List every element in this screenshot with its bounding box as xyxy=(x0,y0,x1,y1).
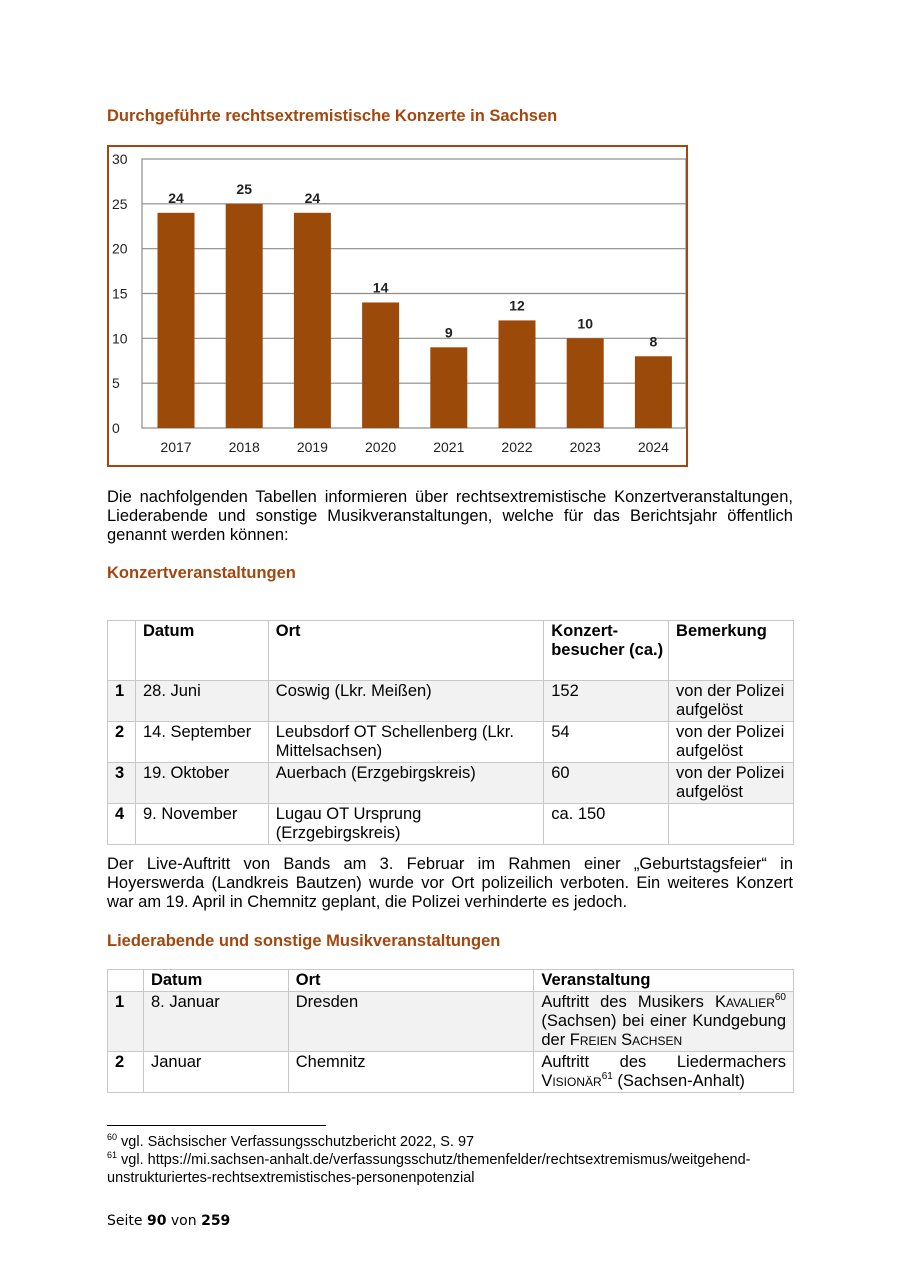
x-tick-label: 2021 xyxy=(433,439,465,455)
row-ort: Dresden xyxy=(288,992,534,1052)
row-veranstaltung xyxy=(534,1052,794,1093)
header-veranstaltung: Veranstaltung xyxy=(534,970,794,992)
songs-table xyxy=(107,969,794,1093)
row-number: 1 xyxy=(108,992,144,1052)
veranstaltung-text: Auftritt des Liedermachers xyxy=(541,1053,786,1071)
footer-prefix: Seite xyxy=(107,1213,143,1229)
data-label: 8 xyxy=(649,333,658,350)
row-besucher: 152 xyxy=(544,681,669,722)
table-row xyxy=(108,1052,794,1093)
row-number: 2 xyxy=(108,1052,144,1093)
bar-chart xyxy=(109,147,686,465)
data-label: 9 xyxy=(444,324,453,341)
x-tick-label: 2017 xyxy=(160,439,192,455)
footnote-text: vgl. Sächsischer Verfassungsschutzbericht 2022, S. 97 xyxy=(121,1134,475,1150)
y-tick-label: 25 xyxy=(112,195,128,212)
row-ort: Lugau OT Ursprung (Erzgebirgskreis) xyxy=(268,804,543,845)
page-footer xyxy=(107,1213,230,1229)
header-ort: Ort xyxy=(268,621,543,681)
data-label: 25 xyxy=(236,180,252,197)
x-tick-label: 2022 xyxy=(501,439,533,455)
row-besucher: 60 xyxy=(544,763,669,804)
bar-2017 xyxy=(158,213,195,428)
row-ort: Coswig (Lkr. Meißen) xyxy=(268,681,543,722)
concerts-table-header xyxy=(108,621,794,681)
row-datum: 14. September xyxy=(135,722,268,763)
y-tick-label: 10 xyxy=(112,330,128,347)
footnote-61 xyxy=(107,1151,797,1187)
x-tick-label: 2024 xyxy=(637,439,669,455)
header-ort: Ort xyxy=(288,970,534,992)
organization-name: Freien Sachsen xyxy=(569,1031,683,1049)
x-tick-label: 2023 xyxy=(569,439,601,455)
footnote-ref[interactable]: 61 xyxy=(601,1071,613,1082)
row-number: 4 xyxy=(108,804,136,845)
intro-paragraph: Die nachfolgenden Tabellen informieren über rechtsextremistische Konzertveranstaltungen, Liederabende und sonstige Musikveranstaltungen, welche für das Berichtsjahr öffentlich genannt werden können: xyxy=(107,488,793,544)
page-number: 90 xyxy=(146,1213,167,1229)
x-tick-label: 2020 xyxy=(365,439,397,455)
row-datum: 9. November xyxy=(135,804,268,845)
footnote-number: 61 xyxy=(107,1150,118,1160)
header-datum: Datum xyxy=(135,621,268,681)
y-tick-label: 5 xyxy=(112,375,120,392)
row-datum: 19. Oktober xyxy=(135,763,268,804)
musician-name: Kavalier xyxy=(714,993,775,1011)
row-ort: Leubsdorf OT Schellenberg (Lkr. Mittelsachsen) xyxy=(268,722,543,763)
table-row xyxy=(108,681,794,722)
row-besucher: 54 xyxy=(544,722,669,763)
row-datum: Januar xyxy=(143,1052,288,1093)
table-row xyxy=(108,804,794,845)
concerts-table xyxy=(107,620,794,845)
row-number: 3 xyxy=(108,763,136,804)
data-label: 24 xyxy=(304,189,321,206)
veranstaltung-text: Auftritt des Musikers xyxy=(541,993,715,1011)
veranstaltung-text: (Sachsen-Anhalt) xyxy=(612,1072,745,1090)
data-label: 24 xyxy=(168,189,184,206)
table-row xyxy=(108,722,794,763)
header-nr xyxy=(108,970,144,992)
y-tick-label: 20 xyxy=(112,240,128,257)
data-label: 14 xyxy=(372,279,389,296)
y-tick-label: 0 xyxy=(112,420,120,436)
row-besucher: ca. 150 xyxy=(544,804,669,845)
bar-2019 xyxy=(294,213,331,428)
data-label: 12 xyxy=(509,297,525,314)
bar-2022 xyxy=(499,320,536,428)
table-row xyxy=(108,763,794,804)
row-datum: 28. Juni xyxy=(135,681,268,722)
page-total: 259 xyxy=(201,1213,231,1229)
header-besucher: Konzert-besucher (ca.) xyxy=(544,621,669,681)
row-bemerkung xyxy=(669,804,794,845)
header-datum: Datum xyxy=(143,970,288,992)
row-veranstaltung xyxy=(534,992,794,1052)
row-ort: Chemnitz xyxy=(288,1052,534,1093)
bar-2024 xyxy=(635,356,672,428)
row-ort: Auerbach (Erzgebirgskreis) xyxy=(268,763,543,804)
y-tick-label: 30 xyxy=(112,151,128,167)
row-datum: 8. Januar xyxy=(143,992,288,1052)
row-number: 2 xyxy=(108,722,136,763)
table-row xyxy=(108,992,794,1052)
musician-name: Visionär xyxy=(541,1072,602,1090)
row-bemerkung: von der Polizei aufgelöst xyxy=(669,722,794,763)
concerts-heading: Konzertveranstaltungen xyxy=(107,564,296,582)
footnotes xyxy=(107,1133,797,1187)
chart-heading: Durchgeführte rechtsextremistische Konzerte in Sachsen xyxy=(107,107,558,125)
songs-heading: Liederabende und sonstige Musikveranstaltungen xyxy=(107,932,501,950)
footer-middle: von xyxy=(170,1213,197,1229)
bar-2020 xyxy=(362,302,399,428)
row-bemerkung: von der Polizei aufgelöst xyxy=(669,763,794,804)
bar-2018 xyxy=(226,204,263,428)
veranstaltung-text: (Sachsen) bei einer Kundgebung der xyxy=(541,1012,786,1049)
header-bemerkung: Bemerkung xyxy=(669,621,794,681)
bar-2021 xyxy=(430,347,467,428)
footnote-link[interactable]: vgl. https://mi.sachsen-anhalt.de/verfassungsschutz/themenfelder/rechtsextremismus/weitgehend-unstrukturiertes-rechtsextremistisches-personenpotenzial xyxy=(107,1152,751,1186)
bar-chart-frame xyxy=(107,145,688,467)
x-tick-label: 2018 xyxy=(228,439,260,455)
footnote-60 xyxy=(107,1133,797,1151)
header-nr xyxy=(108,621,136,681)
songs-table-header xyxy=(108,970,794,992)
live-paragraph: Der Live-Auftritt von Bands am 3. Februar im Rahmen einer „Geburtstagsfeier“ in Hoyerswerda (Landkreis Bautzen) wurde vor Ort polizeilich verboten. Ein weiteres Konzert war am 19. April in Chemnitz geplant, die Polizei verhinderte es jedoch. xyxy=(107,855,793,911)
footnote-separator xyxy=(107,1125,326,1126)
footnote-ref[interactable]: 60 xyxy=(774,992,786,1003)
x-tick-label: 2019 xyxy=(296,439,328,455)
row-number: 1 xyxy=(108,681,136,722)
bar-2023 xyxy=(567,338,604,428)
y-tick-label: 15 xyxy=(112,285,128,302)
footnote-number: 60 xyxy=(107,1132,118,1142)
row-bemerkung: von der Polizei aufgelöst xyxy=(669,681,794,722)
data-label: 10 xyxy=(577,315,593,332)
